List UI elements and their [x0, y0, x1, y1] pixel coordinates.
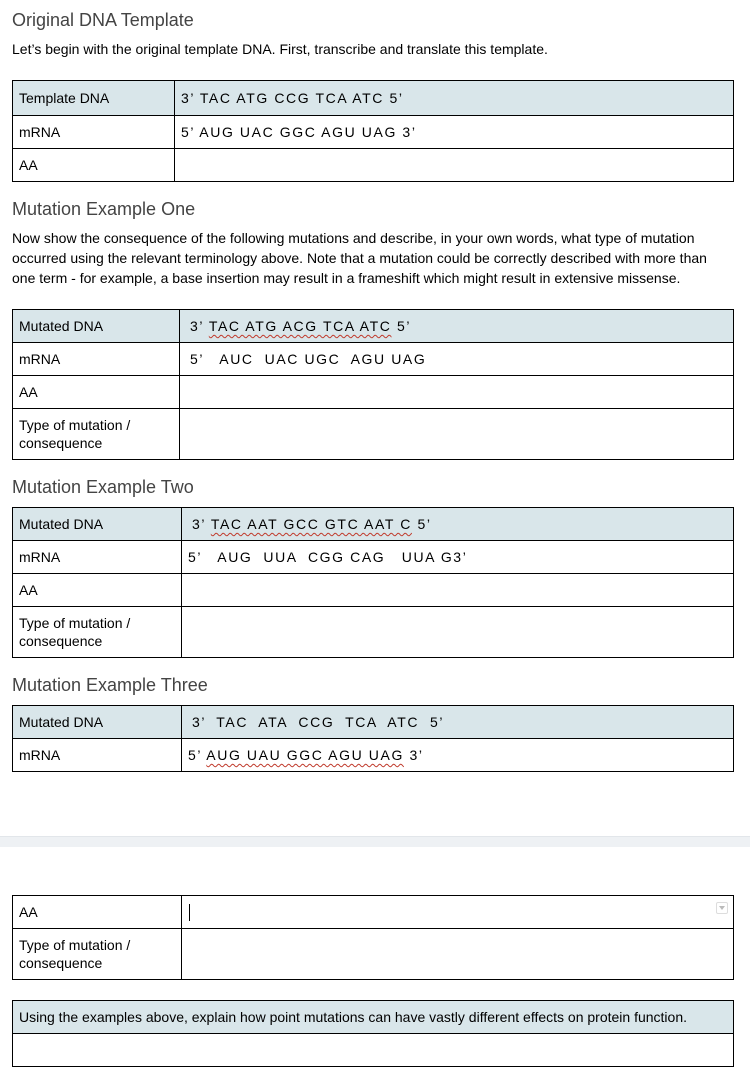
- row-label: AA: [13, 896, 182, 929]
- final-question-table: [12, 1000, 734, 1067]
- table-row: [13, 896, 734, 929]
- spellcheck-sequence: AUG UAU GGC AGU UAG: [206, 747, 404, 763]
- row-label: mRNA: [13, 343, 180, 376]
- row-label: Mutated DNA: [13, 706, 182, 739]
- original-intro: Let’s begin with the original template DNA. First, transcribe and translate this template.: [12, 41, 548, 57]
- example-two-table: [12, 507, 734, 658]
- text-cursor: [189, 904, 190, 921]
- strand-start-label: 3’: [190, 318, 204, 334]
- table-row: [13, 376, 734, 409]
- strand-end-label: 5’: [417, 516, 432, 532]
- mutated-dna-value[interactable]: 3’ TAC ATA CCG TCA ATC 5’: [182, 706, 734, 739]
- row-label: Type of mutation / consequence: [13, 607, 182, 658]
- row-label: mRNA: [13, 116, 175, 149]
- page-break: [0, 836, 750, 847]
- row-label: Mutated DNA: [13, 310, 180, 343]
- strand-end-label: 3’: [409, 747, 424, 763]
- row-label: Type of mutation / consequence: [13, 409, 180, 460]
- table-row: [13, 706, 734, 739]
- table-row: [13, 310, 734, 343]
- table-row: [13, 607, 734, 658]
- mutated-dna-value[interactable]: [182, 508, 734, 541]
- spellcheck-sequence: TAC ATG ACG TCA ATC: [208, 318, 392, 334]
- row-label: Template DNA: [13, 81, 175, 116]
- mrna-value[interactable]: 5’ AUG UAC GGC AGU UAG 3’: [175, 116, 734, 149]
- table-row: [13, 541, 734, 574]
- example-one-table: [12, 309, 734, 460]
- final-question-prompt: Using the examples above, explain how point mutations can have vastly different effects on protein function.: [13, 1001, 734, 1034]
- table-row: [13, 343, 734, 376]
- strand-start-label: 5’: [188, 747, 202, 763]
- table-row: [13, 1034, 734, 1067]
- example-three-table-bottom: [12, 895, 734, 980]
- table-row: [13, 409, 734, 460]
- mrna-value[interactable]: 5’ AUC UAC UGC AGU UAG: [180, 343, 734, 376]
- aa-value[interactable]: [182, 896, 734, 929]
- table-row: [13, 508, 734, 541]
- table-row: [13, 81, 734, 116]
- example-three-heading: Mutation Example Three: [12, 675, 208, 695]
- row-label: AA: [13, 376, 180, 409]
- table-row: [13, 116, 734, 149]
- mutation-type-value[interactable]: [182, 607, 734, 658]
- row-label: AA: [13, 149, 175, 182]
- dropdown-arrow-icon[interactable]: [716, 902, 728, 914]
- strand-end-label: 5’: [396, 318, 412, 334]
- row-label: AA: [13, 574, 182, 607]
- strand-start-label: 3’: [192, 516, 206, 532]
- table-row: [13, 929, 734, 980]
- example-three-table-top: [12, 705, 734, 772]
- mutation-type-value[interactable]: [180, 409, 734, 460]
- original-table: [12, 80, 734, 182]
- aa-value[interactable]: [182, 574, 734, 607]
- table-row: [13, 149, 734, 182]
- row-label: Mutated DNA: [13, 508, 182, 541]
- example-one-instructions: Now show the consequence of the following mutations and describe, in your own words, what type of mutation occurred using the relevant terminology above. Note that a mutation could be correctly described with more than one term - for example, a base insertion may result in a frameshift which might result in extensive missense.: [12, 230, 707, 286]
- example-one-heading: Mutation Example One: [12, 199, 196, 219]
- table-row: [13, 574, 734, 607]
- row-label: mRNA: [13, 541, 182, 574]
- final-question-answer[interactable]: [13, 1034, 734, 1067]
- mutation-type-value[interactable]: [182, 929, 734, 980]
- aa-value[interactable]: [180, 376, 734, 409]
- template-dna-value[interactable]: 3’ TAC ATG CCG TCA ATC 5’: [175, 81, 734, 116]
- aa-value[interactable]: [175, 149, 734, 182]
- example-two-heading: Mutation Example Two: [12, 477, 194, 497]
- mutated-dna-value[interactable]: [180, 310, 734, 343]
- mrna-value[interactable]: 5’ AUG UUA CGG CAG UUA G3’: [182, 541, 734, 574]
- mrna-value[interactable]: [182, 739, 734, 772]
- row-label: Type of mutation / consequence: [13, 929, 182, 980]
- table-row: [13, 739, 734, 772]
- table-row: [13, 1001, 734, 1034]
- original-heading: Original DNA Template: [12, 10, 194, 30]
- spellcheck-sequence: TAC AAT GCC GTC AAT C: [210, 516, 412, 532]
- row-label: mRNA: [13, 739, 182, 772]
